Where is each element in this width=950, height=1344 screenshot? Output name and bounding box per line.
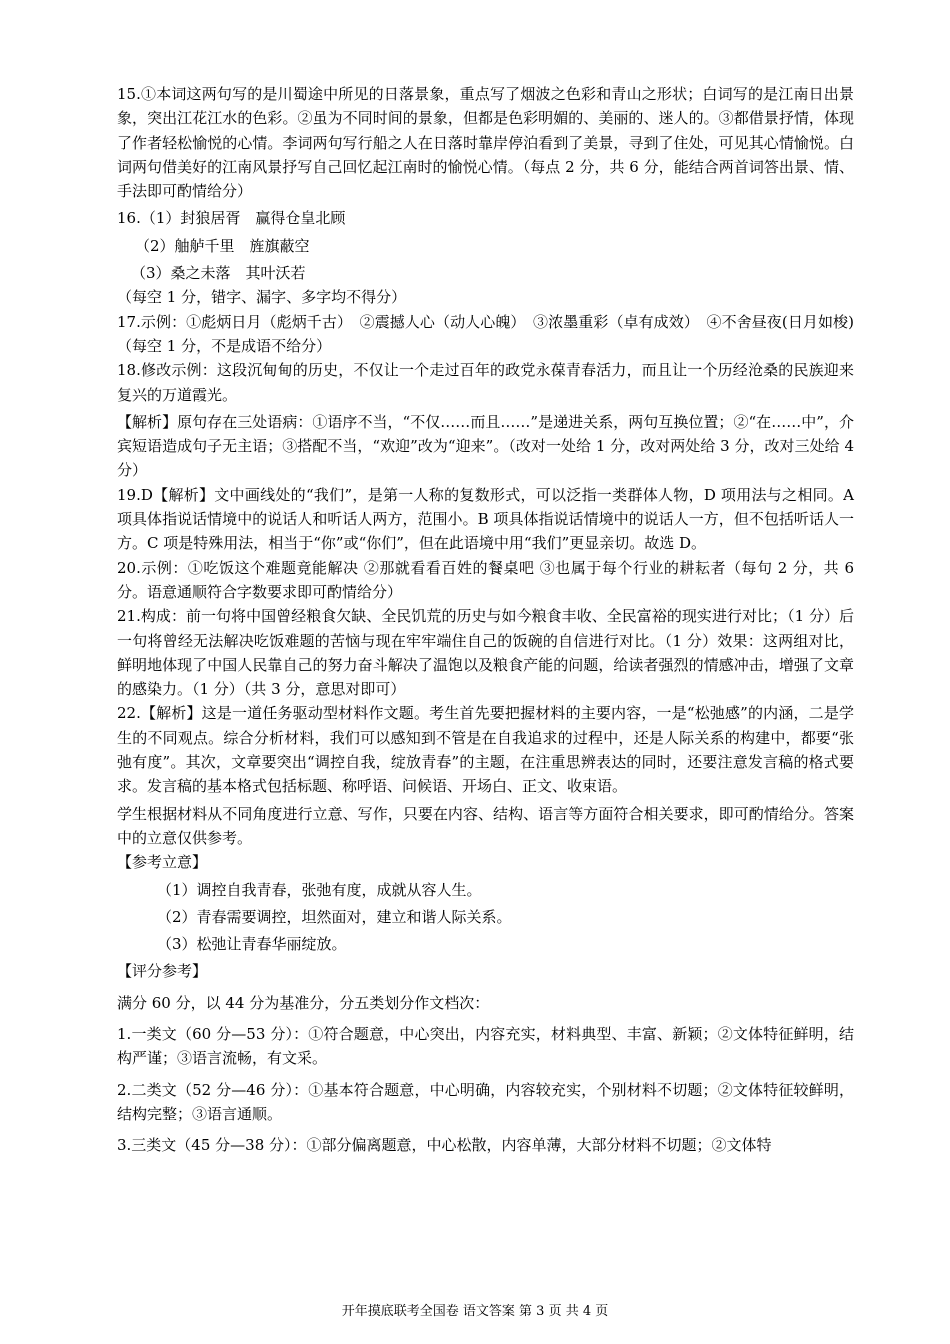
score-heading: 【评分参考】: [117, 962, 208, 981]
ref-item: （2）青春需要调控，坦然面对，建立和谐人际关系。: [157, 907, 512, 926]
q20-answer: 20.示例：①吃饭这个难题竟能解决 ②那就看看百姓的餐桌吧 ③也属于每个行业的耕耘者（每句 2 分，共 6 分。语意通顺符合字数要求即可酌情给分）: [117, 558, 854, 601]
q17-answer: 17.示例：①彪炳日月（彪炳千古） ②震撼人心（动人心魄） ③浓墨重彩（卓有成效） ④不舍昼夜(日月如梭)（每空 1 分，不是成语不给分）: [117, 312, 854, 355]
score-intro: 满分 60 分，以 44 分为基准分，分五类划分作文档次：: [117, 993, 490, 1012]
q16-line1: 16.（1）封狼居胥 赢得仓皇北顾: [117, 209, 346, 228]
q18-answer: 18.修改示例：这段沉甸甸的历史，不仅让一个走过百年的政党永葆青春活力，而且让一个历经沧桑的民族迎来复兴的万道霞光。: [117, 361, 854, 404]
q19-answer: 19.D【解析】文中画线处的“我们”，是第一人称的复数形式，可以泛指一类群体人物，D 项用法与之相同。A 项具体指说话情境中的说话人和听话人两方，范围小。B 项具体指说话情境中的说话人一方，但不包括听话人一方。C 项是特殊用法，相当于“你”或“你们”，但在此语境中用“我们”更显亲切。故选 D。: [117, 485, 854, 553]
ref-item: （3）松弛让青春华丽绽放。: [157, 935, 347, 954]
q15-answer: 15.①本词这两句写的是川蜀途中所见的日落景象，重点写了烟波之色彩和青山之形状；白词写的是江南日出景象，突出江花江水的色彩。②虽为不同时间的景象，但都是色彩明媚的、美丽的、迷人的。③都借景抒情，体现了作者轻松愉悦的心情。李词两句写行船之人在日落时靠岸停泊看到了美景，寻到了住处，可见其心情愉悦。白词两句借美好的江南风景抒写自己回忆起江南时的愉悦心情。（每点 2 分，共 6 分，能结合两首词答出景、情、手法即可酌情给分）: [117, 85, 854, 201]
q22-analysis: 22.【解析】这是一道任务驱动型材料作文题。考生首先要把握材料的主要内容，一是“松弛感”的内涵，二是学生的不同观点。综合分析材料，我们可以感知到不管是在自我追求的过程中，还是人际关系的构建中，都要“张弛有度”。其次，文章要突出“调控自我，绽放青春”的主题，在注重思辨表达的同时，还要注意发言稿的格式要求。发言稿的基本格式包括标题、称呼语、问候语、开场白、正文、收束语。: [117, 704, 854, 796]
page-footer: 开年摸底联考全国卷 语文答案 第 3 页 共 4 页: [341, 1304, 609, 1319]
q22-note: 学生根据材料从不同角度进行立意、写作，只要在内容、结构、语言等方面符合相关要求，即可酌情给分。答案中的立意仅供参考。: [117, 804, 854, 847]
q16-note: （每空 1 分，错字、漏字、多字均不得分）: [117, 288, 407, 307]
q16-line3: （3）桑之未落 其叶沃若: [131, 264, 306, 283]
grade-item: 3.三类文（45 分—38 分）：①部分偏离题意，中心松散，内容单薄，大部分材料不切题；②文体特: [117, 1136, 772, 1155]
q18-analysis: 【解析】原句存在三处语病：①语序不当，“不仅……而且……”是递进关系，两句互换位置；②“在……中”，介宾短语造成句子无主语；③搭配不当，“欢迎”改为“迎来”。（改对一处给 1 分，改对两处给 3 分，改对三处给 4 分）: [117, 412, 854, 480]
ref-heading: 【参考立意】: [117, 853, 208, 872]
ref-item: （1）调控自我青春，张弛有度，成就从容人生。: [157, 880, 482, 899]
answer-page: [117, 82, 854, 1157]
grade-item: 1.一类文（60 分—53 分）：①符合题意，中心突出，内容充实，材料典型、丰富、新颖；②文体特征鲜明，结构严谨；③语言流畅，有文采。: [117, 1024, 854, 1068]
grade-item: 2.二类文（52 分—46 分）：①基本符合题意，中心明确，内容较充实，个别材料不切题；②文体特征较鲜明，结构完整；③语言通顺。: [117, 1080, 854, 1123]
q16-line2: （2）舳舻千里 旌旗蔽空: [135, 236, 310, 255]
q21-answer: 21.构成：前一句将中国曾经粮食欠缺、全民饥荒的历史与如今粮食丰收、全民富裕的现实进行对比；（1 分）后一句将曾经无法解决吃饭难题的苦恼与现在牢牢端住自己的饭碗的自信进行对比。（1 分）效果：这两组对比，鲜明地体现了中国人民靠自己的努力奋斗解决了温饱以及粮食产能的问题，给读者强烈的情感冲击，增强了文章的感染力。（1 分）（共 3 分，意思对即可）: [117, 607, 854, 699]
